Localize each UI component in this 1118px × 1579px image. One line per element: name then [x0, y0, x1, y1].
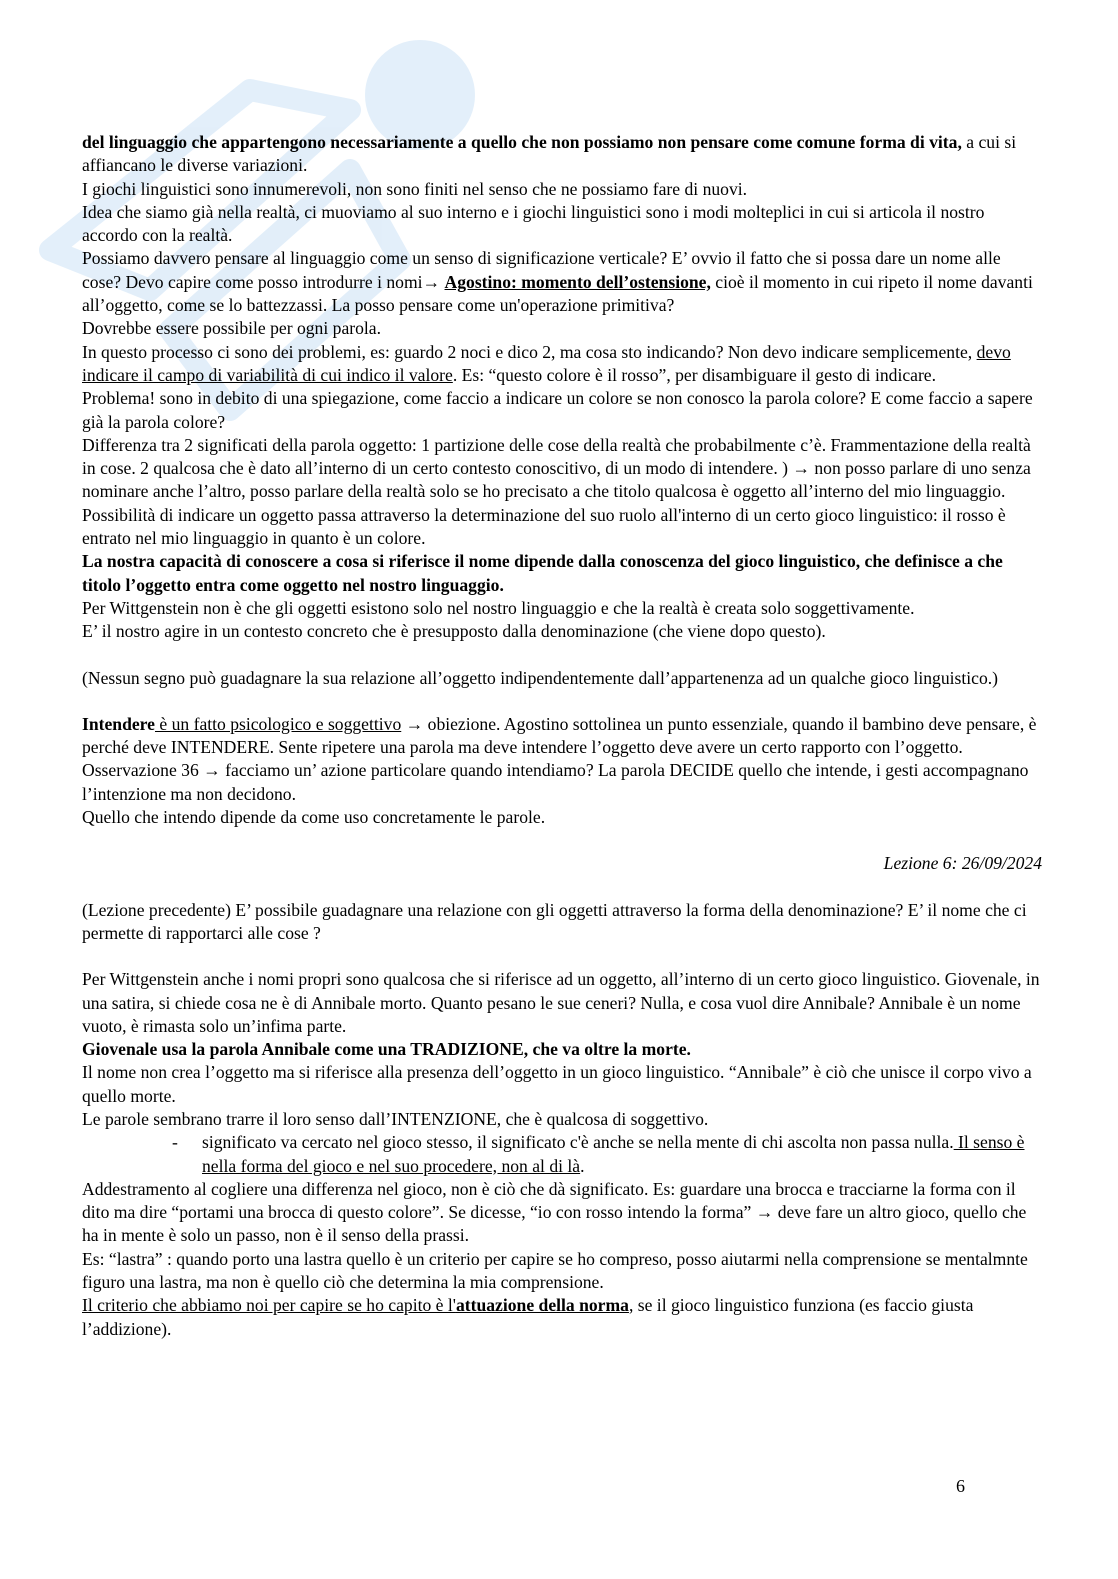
paragraph	[82, 131, 1042, 178]
text: → obiezione. Agostino sottolinea un punto essenziale, quando il bambino deve pensare, è perché deve INTENDERE. Sente ripetere una parola ma deve intendere l’oggetto deve avere un certo rapporto con l’oggetto. Osservazione 36 → facciamo un’ azione particolare quando intendiamo? La parola DECIDE quello che intende, i gesti accompagnano l’intenzione ma non decidono.	[82, 713, 1037, 804]
text: cioè il momento in cui ripeto il nome davanti all’oggetto, come se lo battezzassi. La posso pensare come un'operazione primitiva?	[82, 271, 1033, 316]
paragraph: Dovrebbe essere possibile per ogni parola.	[82, 318, 381, 339]
paragraph: I giochi linguistici sono innumerevoli, non sono finiti nel senso che ne possiamo fare di nuovi.	[82, 178, 748, 199]
paragraph: (Lezione precedente) E’ possibile guadagnare una relazione con gli oggetti attraverso la forma della denominazione? E’ il nome che ci permette di rapportarci alle cose ?	[82, 899, 1027, 943]
bullet-dash: -	[172, 1132, 178, 1153]
page-number: 6	[956, 1476, 965, 1496]
paragraph: Il nome non crea l’oggetto ma si riferisce alla presenza dell’oggetto in un gioco linguistico. “Annibale” è ciò che unisce il corpo vivo a quello morte.	[82, 1062, 1032, 1106]
document-page	[82, 131, 1042, 1341]
lesson-heading: Lezione 6: 26/09/2024	[883, 853, 1042, 874]
text: , se il gioco linguistico funziona (es faccio giusta l’addizione).	[82, 1295, 974, 1339]
paragraph	[82, 247, 1042, 317]
paragraph: (Nessun segno può guadagnare la sua relazione all’oggetto indipendentemente dall’appartenenza ad un qualche gioco linguistico.)	[82, 667, 999, 688]
text: a cui si affiancano le diverse variazioni.	[82, 132, 1017, 176]
text: . Es: “questo colore è il rosso”, per disambiguare il gesto di indicare.	[452, 364, 937, 385]
bold-text: Intendere	[82, 713, 155, 734]
paragraph: E’ il nostro agire in un contesto concreto che è presupposto dalla denominazione (che viene dopo questo).	[82, 621, 826, 642]
paragraph: Le parole sembrano trarre il loro senso dall’INTENZIONE, che è qualcosa di soggettivo.	[82, 1108, 709, 1129]
paragraph	[82, 713, 1042, 806]
paragraph: Addestramento al cogliere una differenza nel gioco, non è ciò che dà significato. Es: guardare una brocca e tracciarne la forma con il dito ma dire “portami una brocca di questo colore”. Se dicesse, “io con rosso intendo la forma” → deve fare un altro gioco, quello che ha in mente è solo un passo, non è il senso della prassi.	[82, 1178, 1027, 1246]
bold-paragraph: La nostra capacità di conoscere a cosa si riferisce il nome dipende dalla conoscenza del gioco linguistico, che definisce a che titolo l’oggetto entra come oggetto nel nostro linguaggio.	[82, 551, 1003, 595]
text: Possiamo davvero pensare al linguaggio come un senso di significazione verticale? E’ ovvio il fatto che si possa dare un nome alle cose? Devo capire come posso introdurre i nomi→	[82, 248, 1001, 292]
underlined-text: Il criterio che abbiamo noi per capire se ho capito è l'	[82, 1295, 456, 1316]
bullet-item	[82, 1131, 1042, 1178]
paragraph	[82, 1294, 1042, 1341]
paragraph: Per Wittgenstein anche i nomi propri sono qualcosa che si riferisce ad un oggetto, all’interno di un certo gioco linguistico. Giovenale, in una satira, si chiede cosa ne è di Annibale morto. Quanto pesano le sue ceneri? Nulla, e cosa vuol dire Annibale? Annibale è un nome vuoto, è rimasta solo un’infima parte.	[82, 969, 1040, 1036]
text: significato va cercato nel gioco stesso, il significato c'è anche se nella mente di chi ascolta non passa nulla.	[202, 1132, 954, 1153]
underlined-text: è un fatto psicologico e soggettivo	[154, 713, 402, 734]
paragraph: Problema! sono in debito di una spiegazione, come faccio a indicare un colore se non conosco la parola colore? E come faccio a sapere già la parola colore?	[82, 388, 1033, 432]
paragraph: Quello che intendo dipende da come uso concretamente le parole.	[82, 807, 546, 828]
text: .	[580, 1155, 585, 1176]
bold-underlined-text: Agostino: momento dell’ostensione,	[444, 271, 711, 292]
bold-paragraph: Giovenale usa la parola Annibale come una TRADIZIONE, che va oltre la morte.	[82, 1039, 691, 1060]
paragraph: Per Wittgenstein non è che gli oggetti esistono solo nel nostro linguaggio e che la realtà è creata solo soggettivamente.	[82, 597, 915, 618]
paragraph: Idea che siamo già nella realtà, ci muoviamo al suo interno e i giochi linguistici sono i modi molteplici in cui si articola il nostro accordo con la realtà.	[82, 201, 985, 246]
paragraph	[82, 341, 1042, 388]
paragraph: Differenza tra 2 significati della parola oggetto: 1 partizione delle cose della realtà che probabilmente c’è. Frammentazione della realtà in cose. 2 qualcosa che è dato all’interno di un certo contesto conoscitivo, di un modo di intendere. ) → non posso parlare di uno senza nominare anche l’altro, posso parlare della realtà solo se ho precisato a che titolo qualcosa è oggetto all’interno del mio linguaggio. Possibilità di indicare un oggetto passa attraverso la determinazione del suo ruolo all'interno di un certo gioco linguistico: il rosso è entrato nel mio linguaggio in quanto è un colore.	[82, 434, 1031, 549]
underlined-text: Il senso è nella forma del gioco e nel suo procedere, non al di là	[202, 1132, 1025, 1176]
bold-underlined-text: attuazione della norma	[455, 1295, 629, 1316]
bold-text: del linguaggio che appartengono necessariamente a quello che non possiamo non pensare come comune forma di vita,	[82, 132, 962, 152]
underlined-text: devo indicare il campo di variabilità di cui indico il valore	[82, 341, 1011, 385]
text: In questo processo ci sono dei problemi, es: guardo 2 noci e dico 2, ma cosa sto indicando? Non devo indicare semplicemente,	[82, 341, 977, 362]
paragraph: Es: “lastra” : quando porto una lastra quello è un criterio per capire se ho compreso, posso aiutarmi nella comprensione se mentalmnte figuro una lastra, ma non è quello ciò che determina la mia comprensione.	[82, 1248, 1028, 1293]
